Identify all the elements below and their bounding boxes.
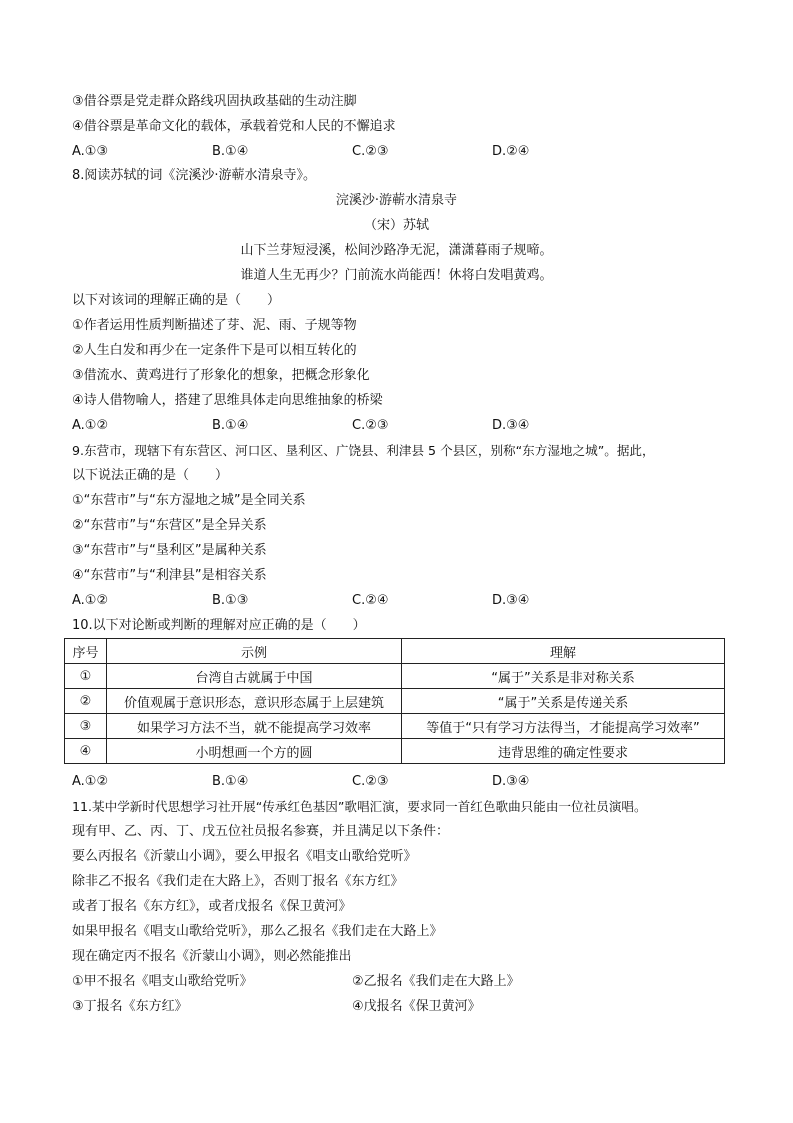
- poem-author: （宋）苏轼: [363, 218, 429, 233]
- table-row: [65, 664, 725, 689]
- q11-condition-2: 除非乙不报名《我们走在大路上》，否则丁报名《东方红》: [72, 874, 404, 889]
- q9-statement-4: ④“东营市”与“利津县”是相容关系: [72, 568, 267, 583]
- q11-statement-2: ②乙报名《我们走在大路上》: [352, 974, 520, 989]
- q11-statement-4: ④戊报名《保卫黄河》: [352, 999, 481, 1014]
- header-understanding: 理解: [402, 639, 725, 664]
- q11-statement-3: ③丁报名《东方红》: [72, 999, 188, 1014]
- row-index: ③: [65, 714, 107, 739]
- q9-statement-1: ①“东营市”与“东方湿地之城”是全同关系: [72, 493, 306, 508]
- row-example: 小明想画一个方的圆: [107, 739, 402, 764]
- poem-line-2: 谁道人生无再少？门前流水尚能西！休将白发唱黄鸡。: [240, 268, 553, 283]
- question-9-prompt: 以下说法正确的是（ ）: [72, 468, 229, 483]
- row-index: ④: [65, 739, 107, 764]
- poem-title: 浣溪沙·游蕲水清泉寺: [335, 193, 458, 208]
- option-b: B.①④: [212, 144, 249, 159]
- poem-line-1: 山下兰芽短浸溪，松间沙路净无泥，潇潇暮雨子规啼。: [240, 243, 553, 258]
- q8-option-a: A.①②: [72, 418, 109, 433]
- option-d: D.②④: [492, 144, 530, 159]
- q10-option-b: B.①④: [212, 774, 249, 789]
- table-row: [65, 714, 725, 739]
- header-example: 示例: [107, 639, 402, 664]
- row-index: ②: [65, 689, 107, 714]
- q8-option-b: B.①④: [212, 418, 249, 433]
- row-understanding: 违背思维的确定性要求: [402, 739, 725, 764]
- q9-option-d: D.③④: [492, 593, 530, 608]
- q11-condition-1: 要么丙报名《沂蒙山小调》，要么甲报名《唱支山歌给党听》: [72, 849, 417, 864]
- table-header-row: [65, 639, 725, 664]
- option-c: C.②③: [352, 144, 389, 159]
- question-11-stem: 11.某中学新时代思想学习社开展“传承红色基因”歌唱汇演，要求同一首红色歌曲只能由一位社员演唱。: [72, 799, 647, 814]
- question-8-prompt: 以下对该词的理解正确的是（ ）: [72, 293, 281, 308]
- q8-statement-3: ③借流水、黄鸡进行了形象化的想象，把概念形象化: [72, 368, 370, 383]
- table-row: [65, 689, 725, 714]
- row-understanding: “属于”关系是非对称关系: [402, 664, 725, 689]
- row-understanding: “属于”关系是传递关系: [402, 689, 725, 714]
- q8-statement-2: ②人生白发和再少在一定条件下是可以相互转化的: [72, 343, 357, 358]
- q10-option-d: D.③④: [492, 774, 530, 789]
- q10-table: [64, 638, 725, 764]
- question-10-stem: 10.以下对论断或判断的理解对应正确的是（ ）: [72, 618, 366, 633]
- q8-statement-1: ①作者运用性质判断描述了芽、泥、雨、子规等物: [72, 318, 357, 333]
- q8-option-d: D.③④: [492, 418, 530, 433]
- q11-statement-1: ①甲不报名《唱支山歌给党听》: [72, 974, 253, 989]
- q9-option-c: C.②④: [352, 593, 389, 608]
- row-understanding: 等值于“只有学习方法得当，才能提高学习效率”: [402, 714, 725, 739]
- q9-option-b: B.①③: [212, 593, 249, 608]
- row-example: 台湾自古就属于中国: [107, 664, 402, 689]
- q10-option-c: C.②③: [352, 774, 389, 789]
- q8-option-c: C.②③: [352, 418, 389, 433]
- question-8-stem: 8.阅读苏轼的词《浣溪沙·游蕲水清泉寺》。: [72, 168, 317, 183]
- statement-4: ④借谷票是革命文化的载体，承载着党和人民的不懈追求: [72, 119, 396, 134]
- q9-statement-2: ②“东营市”与“东营区”是全异关系: [72, 518, 267, 533]
- row-index: ①: [65, 664, 107, 689]
- q11-condition-4: 如果甲报名《唱支山歌给党听》，那么乙报名《我们走在大路上》: [72, 924, 443, 939]
- question-9-stem: 9.东营市，现辖下有东营区、河口区、垦利区、广饶县、利津县 5 个县区，别称“东方湿地之城”。据此，: [72, 443, 655, 458]
- option-a: A.①③: [72, 144, 109, 159]
- q11-prompt: 现在确定丙不报名《沂蒙山小调》，则必然能推出: [72, 949, 352, 964]
- row-example: 价值观属于意识形态，意识形态属于上层建筑: [107, 689, 402, 714]
- q10-option-a: A.①②: [72, 774, 109, 789]
- q9-statement-3: ③“东营市”与“垦利区”是属种关系: [72, 543, 267, 558]
- row-example: 如果学习方法不当，就不能提高学习效率: [107, 714, 402, 739]
- table-row: [65, 739, 725, 764]
- header-index: 序号: [65, 639, 107, 664]
- statement-3: ③借谷票是党走群众路线巩固执政基础的生动注脚: [72, 94, 357, 109]
- q11-condition-3: 或者丁报名《东方红》，或者戊报名《保卫黄河》: [72, 899, 352, 914]
- q9-option-a: A.①②: [72, 593, 109, 608]
- q8-statement-4: ④诗人借物喻人，搭建了思维具体走向思维抽象的桥梁: [72, 393, 383, 408]
- question-11-context: 现有甲、乙、丙、丁、戊五位社员报名参赛，并且满足以下条件：: [72, 824, 450, 839]
